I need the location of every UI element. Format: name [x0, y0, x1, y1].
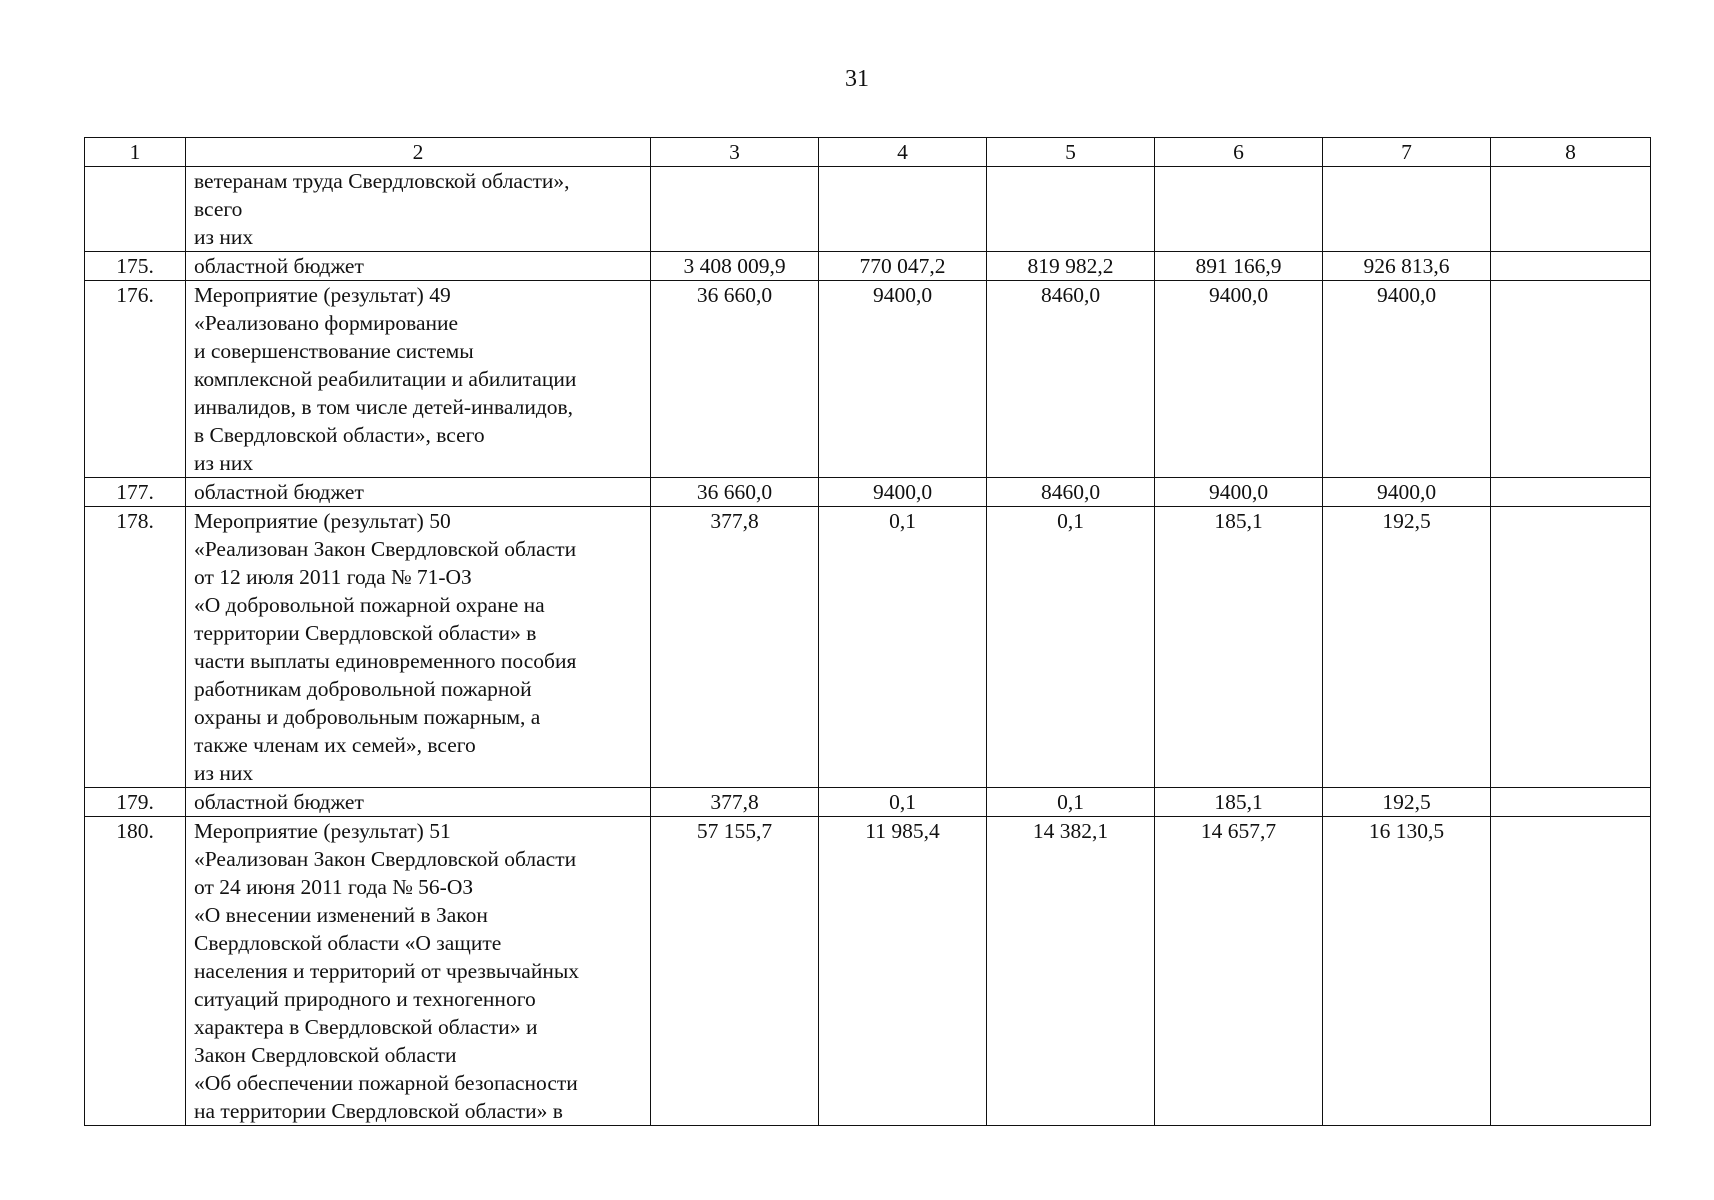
description-line: Мероприятие (результат) 50 [194, 509, 451, 533]
column-header: 2 [186, 138, 651, 167]
row-number-cell: 177. [85, 478, 186, 507]
value-cell-col-8 [1491, 478, 1651, 507]
column-header: 4 [819, 138, 987, 167]
description-line: Закон Свердловской области [194, 1043, 457, 1067]
description-line: комплексной реабилитации и абилитации [194, 367, 577, 391]
description-line: работникам добровольной пожарной [194, 677, 532, 701]
row-number-cell: 178. [85, 507, 186, 788]
value-cell-col-7: 192,5 [1323, 788, 1491, 817]
value-cell-col-8 [1491, 507, 1651, 788]
table-row [85, 281, 1651, 478]
description-line: областной бюджет [194, 790, 364, 814]
value-cell-col-3: 377,8 [651, 788, 819, 817]
value-cell-col-3: 3 408 009,9 [651, 252, 819, 281]
description-line: областной бюджет [194, 254, 364, 278]
description-line: из них [194, 451, 254, 475]
value-cell-col-5: 819 982,2 [987, 252, 1155, 281]
description-line: «О внесении изменений в Закон [194, 903, 488, 927]
description-line: «Реализовано формирование [194, 311, 459, 335]
value-cell-col-7: 192,5 [1323, 507, 1491, 788]
table-row [85, 788, 1651, 817]
value-cell-col-5: 14 382,1 [987, 817, 1155, 1126]
value-cell-col-4: 9400,0 [819, 478, 987, 507]
value-cell-col-5: 8460,0 [987, 281, 1155, 478]
column-header: 5 [987, 138, 1155, 167]
value-cell-col-6: 14 657,7 [1155, 817, 1323, 1126]
value-cell-col-4: 770 047,2 [819, 252, 987, 281]
description-line: всего [194, 197, 243, 221]
column-header: 3 [651, 138, 819, 167]
description-line: «О добровольной пожарной охране на [194, 593, 545, 617]
description-line: от 12 июля 2011 года № 71-ОЗ [194, 565, 472, 589]
table-header-row [85, 138, 1651, 167]
description-line: инвалидов, в том числе детей-инвалидов, [194, 395, 574, 419]
description-line: ситуаций природного и техногенного [194, 987, 536, 1011]
value-cell-col-6: 9400,0 [1155, 281, 1323, 478]
description-line: областной бюджет [194, 480, 364, 504]
description-line: населения и территорий от чрезвычайных [194, 959, 580, 983]
column-header: 7 [1323, 138, 1491, 167]
table-row [85, 507, 1651, 788]
value-cell-col-3: 57 155,7 [651, 817, 819, 1126]
value-cell-col-5: 0,1 [987, 507, 1155, 788]
value-cell-col-6: 891 166,9 [1155, 252, 1323, 281]
description-line: Мероприятие (результат) 49 [194, 283, 451, 307]
value-cell-col-4: 11 985,4 [819, 817, 987, 1126]
description-line: «Об обеспечении пожарной безопасности [194, 1071, 578, 1095]
value-cell-col-7: 926 813,6 [1323, 252, 1491, 281]
value-cell-col-3: 36 660,0 [651, 281, 819, 478]
value-cell-col-6: 185,1 [1155, 507, 1323, 788]
description-line: на территории Свердловской области» в [194, 1099, 563, 1123]
value-cell-col-5: 0,1 [987, 788, 1155, 817]
value-cell-col-3: 36 660,0 [651, 478, 819, 507]
value-cell-col-6: 9400,0 [1155, 478, 1323, 507]
row-number-cell: 179. [85, 788, 186, 817]
table-row [85, 167, 1651, 252]
description-cell [186, 252, 651, 281]
value-cell-col-3: 377,8 [651, 507, 819, 788]
column-header: 1 [85, 138, 186, 167]
value-cell-col-3 [651, 167, 819, 252]
value-cell-col-4 [819, 167, 987, 252]
row-number-cell: 176. [85, 281, 186, 478]
table-row [85, 252, 1651, 281]
value-cell-col-8 [1491, 252, 1651, 281]
page-number: 31 [845, 66, 869, 92]
value-cell-col-4: 9400,0 [819, 281, 987, 478]
value-cell-col-6: 185,1 [1155, 788, 1323, 817]
table-body [85, 167, 1651, 1126]
value-cell-col-4: 0,1 [819, 788, 987, 817]
value-cell-col-8 [1491, 281, 1651, 478]
description-line: Свердловской области «О защите [194, 931, 502, 955]
value-cell-col-8 [1491, 167, 1651, 252]
description-line: «Реализован Закон Свердловской области [194, 847, 577, 871]
description-line: также членам их семей», всего [194, 733, 476, 757]
table-row [85, 817, 1651, 1126]
budget-table [84, 137, 1651, 1126]
value-cell-col-4: 0,1 [819, 507, 987, 788]
table-row [85, 478, 1651, 507]
description-cell [186, 817, 651, 1126]
row-number-cell: 180. [85, 817, 186, 1126]
description-line: и совершенствование системы [194, 339, 474, 363]
description-line: охраны и добровольным пожарным, а [194, 705, 541, 729]
column-header: 8 [1491, 138, 1651, 167]
value-cell-col-7: 9400,0 [1323, 281, 1491, 478]
description-line: из них [194, 761, 254, 785]
description-cell [186, 281, 651, 478]
value-cell-col-7: 16 130,5 [1323, 817, 1491, 1126]
column-header: 6 [1155, 138, 1323, 167]
description-line: в Свердловской области», всего [194, 423, 485, 447]
description-line: ветеранам труда Свердловской области», [194, 169, 570, 193]
value-cell-col-7: 9400,0 [1323, 478, 1491, 507]
value-cell-col-8 [1491, 817, 1651, 1126]
value-cell-col-7 [1323, 167, 1491, 252]
description-line: Мероприятие (результат) 51 [194, 819, 451, 843]
description-line: из них [194, 225, 254, 249]
description-line: «Реализован Закон Свердловской области [194, 537, 577, 561]
description-line: от 24 июня 2011 года № 56-ОЗ [194, 875, 474, 899]
description-cell [186, 507, 651, 788]
value-cell-col-8 [1491, 788, 1651, 817]
description-cell [186, 788, 651, 817]
description-line: характера в Свердловской области» и [194, 1015, 538, 1039]
value-cell-col-5 [987, 167, 1155, 252]
value-cell-col-6 [1155, 167, 1323, 252]
description-cell [186, 478, 651, 507]
description-line: части выплаты единовременного пособия [194, 649, 577, 673]
row-number-cell [85, 167, 186, 252]
value-cell-col-5: 8460,0 [987, 478, 1155, 507]
row-number-cell: 175. [85, 252, 186, 281]
description-line: территории Свердловской области» в [194, 621, 537, 645]
description-cell [186, 167, 651, 252]
